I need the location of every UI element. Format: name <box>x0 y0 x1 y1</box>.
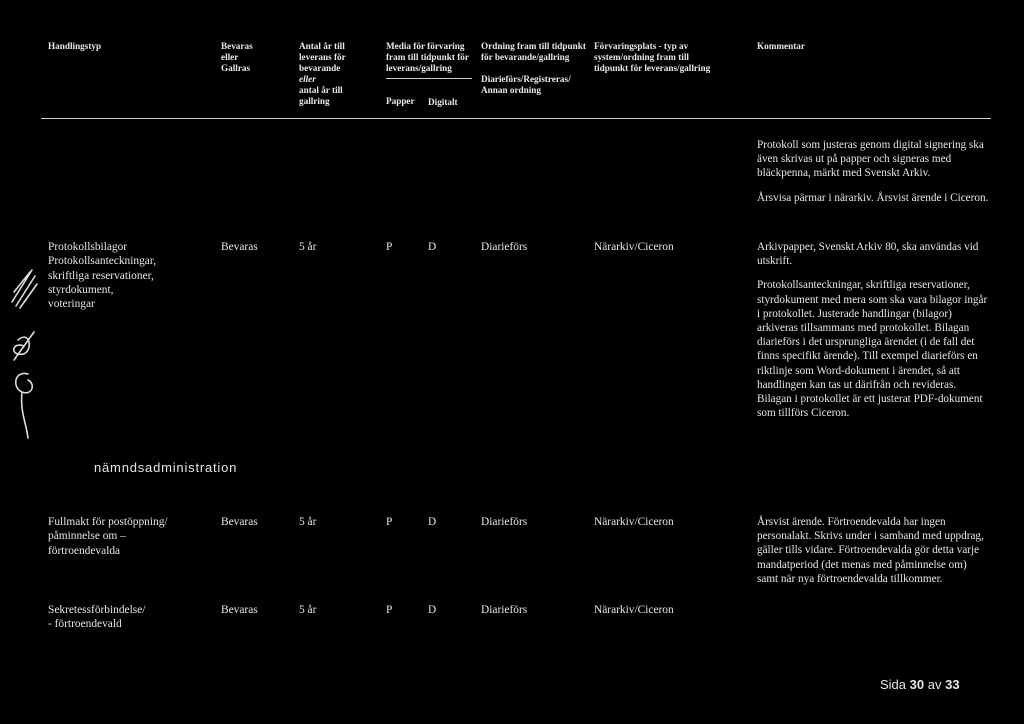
page-number: Sida 30 av 33 <box>880 677 960 692</box>
section-heading: nämndsadministration <box>94 460 238 475</box>
row1-ordning: Diarieförs <box>481 241 528 253</box>
row1-papper: P <box>386 241 393 253</box>
media-divider <box>386 78 472 79</box>
row3-antal: 5 år <box>299 604 317 616</box>
header-bevaras: Bevaras eller Gallras <box>221 41 253 73</box>
header-ordning: Ordning fram till tidpunkt för bevarande/gallring Diarieförs/Registreras/ Annan ordning <box>481 41 586 95</box>
header-kommentar: Kommentar <box>757 41 805 51</box>
header-papper: Papper <box>386 96 415 106</box>
row3-bevaras: Bevaras <box>221 604 258 616</box>
intro-comment: Årsvisa pärmar i närarkiv. Årsvist ärende i Ciceron. <box>757 191 989 204</box>
header-digitalt: Digitalt <box>428 97 458 107</box>
header-forvaringsplats: Förvaringsplats - typ av system/ordning fram till tidpunkt för leverans/gallring <box>594 41 711 73</box>
header-media: Media för förvaring fram till tidpunkt för leverans/gallring <box>386 41 469 73</box>
row2-papper: P <box>386 516 393 528</box>
row1-handlingstyp: Protokollsbilagor Protokollsanteckningar, skriftliga reservationer, styrdokument, voteringar <box>48 241 157 311</box>
row3-digitalt: D <box>428 604 437 616</box>
row2-forvaringsplats: Närarkiv/Ciceron <box>594 516 674 528</box>
row1-bevaras: Bevaras <box>221 241 258 253</box>
comment-paragraph: Årsvist ärende. Förtroendevalda har ingen personalakt. Skrivs under i samband med uppdrag, gäller tills vidare. Förtroendevalda gör detta varje mandatperiod (det menas med påminnelse om) samt när nya förtroendevalda tillkommer. <box>757 516 984 585</box>
comment-paragraph: Protokollsanteckningar, skriftliga reservationer, styrdokument med mera som ska vara bilagor ingår i protokollet. Justerade handlingar (bilagor) arkiveras tillsammans med protokollet. Bilagan diarieförs i det ursprungliga ärendet (i de fall det finns specifikt ärende). Till exempel diarieförs en riktlinje som Word-dokument i ärendet, så att handlingen kan tas ut därifrån och revideras. Bilagan i protokollet är ett justerat PDF-dokument som tillförs Ciceron. <box>757 279 988 420</box>
row1-antal: 5 år <box>299 241 317 253</box>
row3-papper: P <box>386 604 393 616</box>
row3-handlingstyp: Sekretessförbindelse/ - förtroendevald <box>48 604 146 631</box>
row3-forvaringsplats: Närarkiv/Ciceron <box>594 604 674 616</box>
row2-handlingstyp: Fullmakt för postöppning/ påminnelse om – förtroendevalda <box>48 516 168 557</box>
header-handlingstyp: Handlingstyp <box>48 41 102 51</box>
header-rule <box>41 118 991 119</box>
comment-paragraph: Arkivpapper, Svenskt Arkiv 80, ska användas vid utskrift. <box>757 241 979 268</box>
row1-kommentar <box>757 240 989 430</box>
row2-ordning: Diarieförs <box>481 516 528 528</box>
handwritten-signature-icon <box>4 262 42 440</box>
row3-ordning: Diarieförs <box>481 604 528 616</box>
intro-comment: Protokoll som justeras genom digital signering ska även skrivas ut på papper och signeras med bläckpenna, märkt med Svenskt Arkiv. <box>757 139 984 180</box>
row2-kommentar <box>757 515 989 596</box>
row1-digitalt: D <box>428 241 437 253</box>
header-antal-ar: Antal år till leverans för bevarande eller antal år till gallring <box>299 41 346 106</box>
row2-digitalt: D <box>428 516 437 528</box>
intro-comments <box>757 138 989 215</box>
row2-bevaras: Bevaras <box>221 516 258 528</box>
row1-forvaringsplats: Närarkiv/Ciceron <box>594 241 674 253</box>
row2-antal: 5 år <box>299 516 317 528</box>
